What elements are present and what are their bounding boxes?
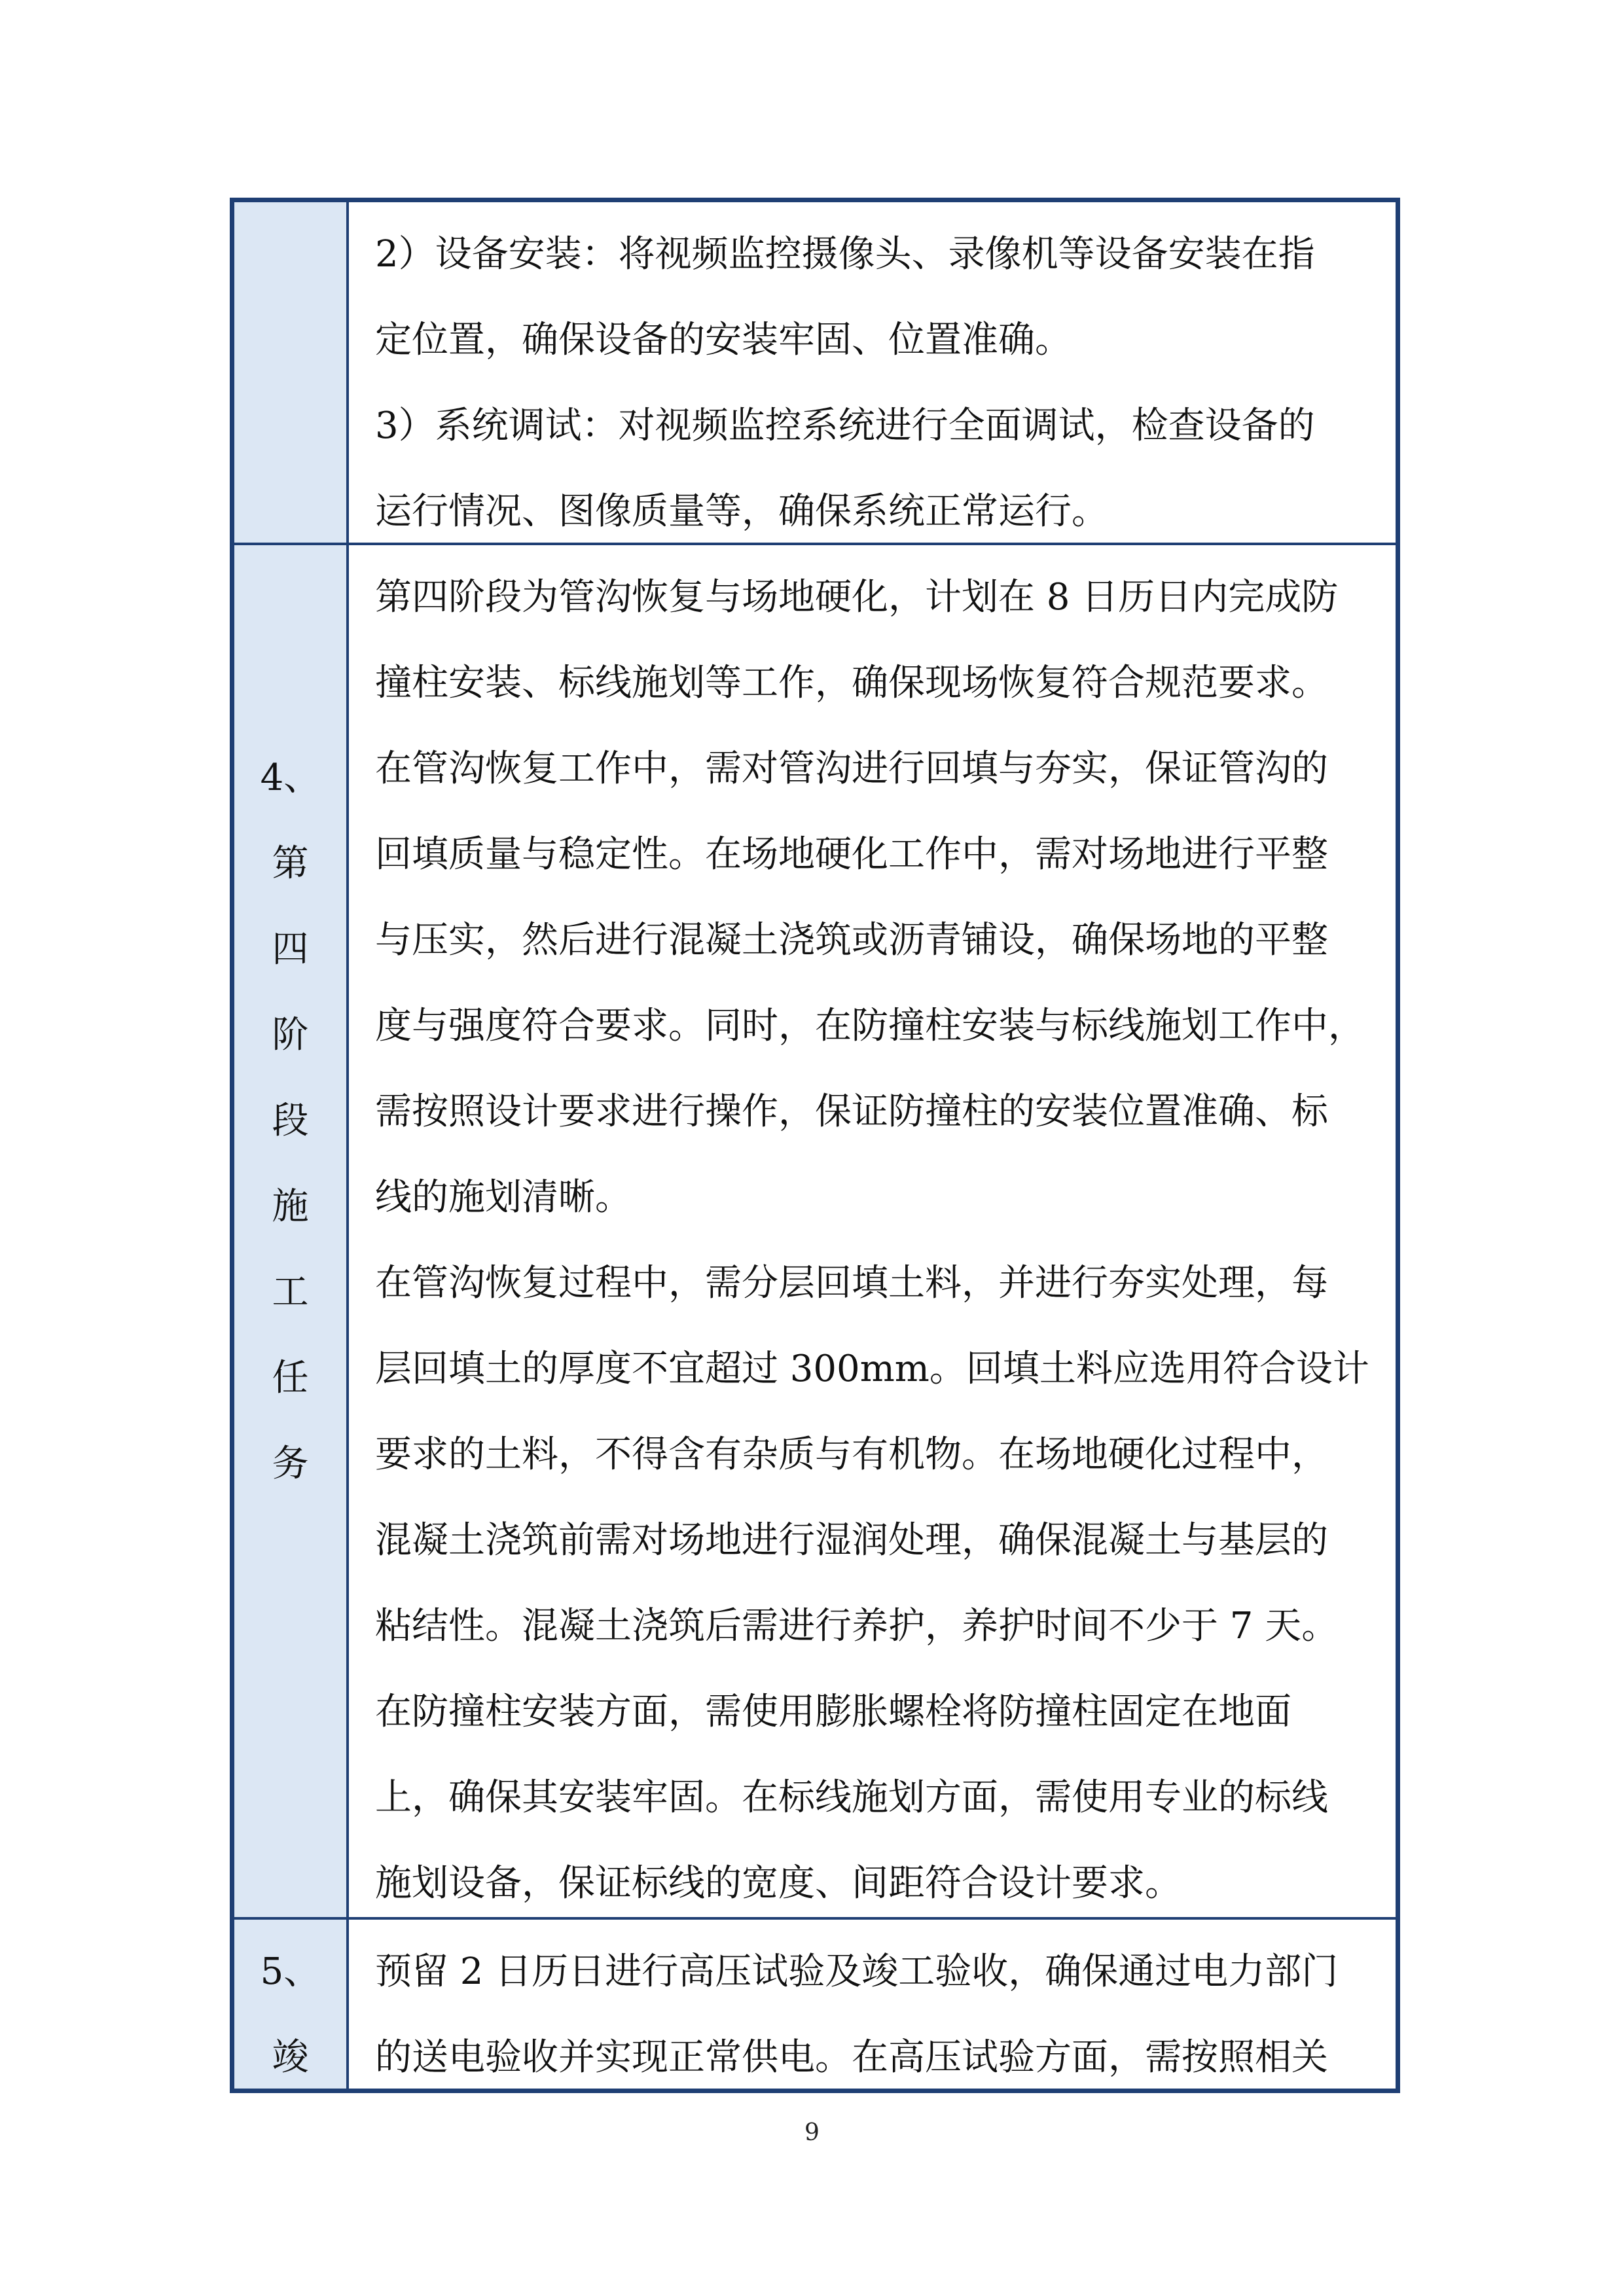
content-line: 3）系统调试：对视频监控系统进行全面调试，检查设备的	[375, 404, 1315, 447]
content-line: 粘结性。混凝土浇筑后需进行养护，养护时间不少于 7 天。	[375, 1605, 1339, 1647]
content-line: 层回填土的厚度不宜超过 300mm。回填土料应选用符合设计	[375, 1348, 1369, 1390]
stage-label-cell	[234, 202, 349, 543]
table-row-stage-3-continued	[234, 202, 1396, 545]
content-line: 在防撞柱安装方面，需使用膨胀螺栓将防撞柱固定在地面	[375, 1691, 1291, 1733]
content-line: 运行情况、图像质量等，确保系统正常运行。	[375, 490, 1108, 533]
stage-label-char: 4、	[260, 757, 321, 799]
content-line: 预留 2 日历日进行高压试验及竣工验收，确保通过电力部门	[375, 1950, 1339, 1993]
content-line: 施划设备，保证标线的宽度、间距符合设计要求。	[375, 1862, 1182, 1905]
stage-label-char: 施	[272, 1185, 309, 1228]
content-line: 需按照设计要求进行操作，保证防撞柱的安装位置准确、标	[375, 1090, 1328, 1133]
table-row-stage-4	[234, 545, 1396, 1920]
stage-label	[234, 735, 346, 1507]
stage-label-char: 竣	[272, 2036, 309, 2079]
stage-label-char: 第	[272, 842, 309, 885]
stage-label-cell	[234, 1920, 349, 2089]
stage-label-char: 5、	[260, 1950, 321, 1993]
content-line: 2）设备安装：将视频监控摄像头、录像机等设备安装在指	[375, 233, 1315, 276]
stage-label-char: 工	[272, 1271, 309, 1314]
stage-label-char: 阶	[272, 1014, 309, 1056]
stage-label-char: 务	[272, 1443, 309, 1485]
content-line: 混凝土浇筑前需对场地进行湿润处理，确保混凝土与基层的	[375, 1519, 1328, 1562]
content-line: 在管沟恢复过程中，需分层回填土料，并进行夯实处理，每	[375, 1262, 1328, 1304]
table-row-stage-5	[234, 1920, 1396, 2089]
content-line: 第四阶段为管沟恢复与场地硬化，计划在 8 日历日内完成防	[375, 576, 1339, 619]
stage-label-char: 任	[272, 1357, 309, 1399]
content-line: 度与强度符合要求。同时，在防撞柱安装与标线施划工作中，	[375, 1005, 1365, 1047]
content-line: 要求的土料，不得含有杂质与有机物。在场地硬化过程中，	[375, 1433, 1328, 1476]
page-number: 9	[804, 2119, 820, 2146]
stage-label-cell	[234, 545, 349, 1917]
stage-label-char: 四	[272, 928, 309, 971]
content-line: 回填质量与稳定性。在场地硬化工作中，需对场地进行平整	[375, 833, 1328, 876]
content-line: 撞柱安装、标线施划等工作，确保现场恢复符合规范要求。	[375, 662, 1328, 704]
content-line: 与压实，然后进行混凝土浇筑或沥青铺设，确保场地的平整	[375, 919, 1328, 961]
construction-task-table	[230, 198, 1400, 2093]
content-line: 的送电验收并实现正常供电。在高压试验方面，需按照相关	[375, 2036, 1328, 2079]
stage-content-cell	[349, 202, 1396, 543]
stage-content-cell	[349, 545, 1396, 1917]
content-line: 定位置，确保设备的安装牢固、位置准确。	[375, 319, 1072, 361]
stage-label-char: 段	[272, 1100, 309, 1142]
content-line: 线的施划清晰。	[375, 1176, 632, 1219]
content-line: 上，确保其安装牢固。在标线施划方面，需使用专业的标线	[375, 1776, 1328, 1819]
stage-label	[234, 1929, 346, 2100]
content-line: 在管沟恢复工作中，需对管沟进行回填与夯实，保证管沟的	[375, 747, 1328, 790]
stage-content-cell	[349, 1920, 1396, 2089]
